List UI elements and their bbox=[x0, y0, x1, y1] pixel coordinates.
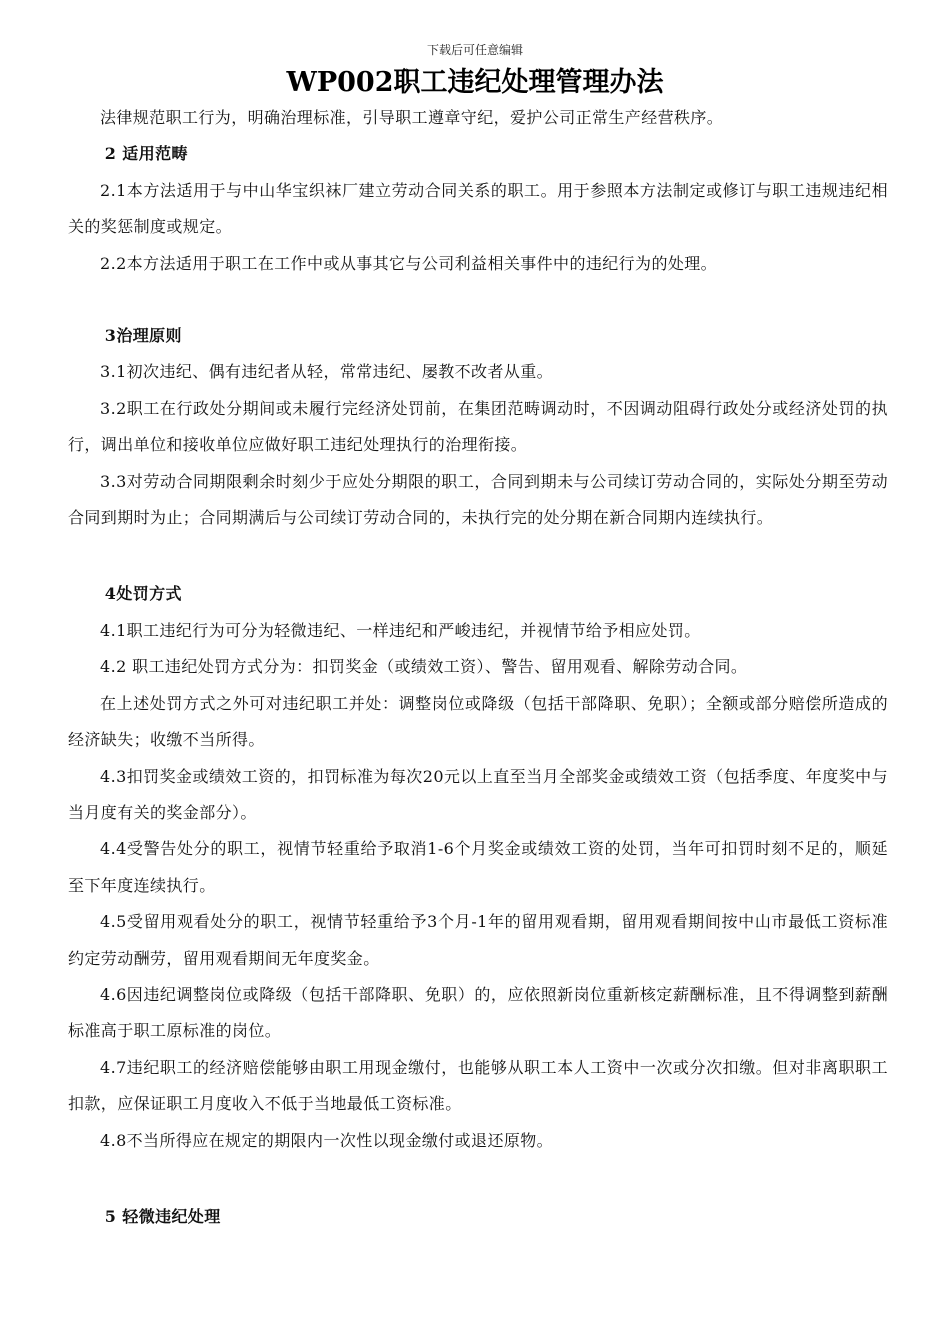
section-4-8: 4.8不当所得应在规定的期限内一次性以现金缴付或退还原物。 bbox=[100, 1130, 554, 1150]
section-2-1: 2.1本方法适用于与中山华宝织袜厂建立劳动合同关系的职工。用于参照本方法制定或修订与职工违规违纪相关的奖惩制度或规定。 bbox=[68, 180, 888, 237]
section-4-2-supplement: 在上述处罚方式之外可对违纪职工并处：调整岗位或降级（包括干部降职、免职）；全额或部分赔偿所造成的经济缺失；收缴不当所得。 bbox=[68, 693, 888, 750]
section-4-7: 4.7违纪职工的经济赔偿能够由职工用现金缴付，也能够从职工本人工资中一次或分次扣缴。但对非离职职工扣款，应保证职工月度收入不低于当地最低工资标准。 bbox=[68, 1057, 888, 1114]
section-4-2: 4.2 职工违纪处罚方式分为：扣罚奖金（或绩效工资）、警告、留用观看、解除劳动合同。 bbox=[100, 657, 748, 677]
spacer bbox=[68, 282, 888, 318]
section-4-heading: 4处罚方式 bbox=[104, 584, 182, 604]
section-4-6: 4.6因违纪调整岗位或降级（包括干部降职、免职）的，应依照新岗位重新核定薪酬标准，且不得调整到薪酬标准高于职工原标准的岗位。 bbox=[68, 984, 888, 1041]
section-5-heading: 5 轻微违纪处理 bbox=[104, 1206, 221, 1226]
section-3-3: 3.3对劳动合同期限剩余时刻少于应处分期限的职工，合同到期未与公司续订劳动合同的，实际处分期至劳动合同到期时为止；合同期满后与公司续订劳动合同的，未执行完的处分期在新合同期内连续执行。 bbox=[68, 471, 888, 528]
section-4-3: 4.3扣罚奖金或绩效工资的，扣罚标准为每次20元以上直至当月全部奖金或绩效工资（包括季度、年度奖中与当月度有关的奖金部分）。 bbox=[68, 766, 888, 822]
intro-paragraph: 法律规范职工行为，明确治理标准，引导职工遵章守纪，爱护公司正常生产经营秩序。 bbox=[100, 108, 724, 127]
section-3-1: 3.1初次违纪、偶有违纪者从轻，常常违纪、屡教不改者从重。 bbox=[100, 362, 554, 382]
section-2-2: 2.2本方法适用于职工在工作中或从事其它与公司利益相关事件中的违纪行为的处理。 bbox=[100, 253, 718, 273]
spacer bbox=[68, 1159, 888, 1199]
download-watermark: 下载后可任意编辑 bbox=[426, 43, 523, 57]
section-2-heading: 2 适用范畴 bbox=[104, 144, 188, 164]
section-4-4: 4.4受警告处分的职工，视情节轻重给予取消1-6个月奖金或绩效工资的处罚，当年可扣罚时刻不足的，顺延至下年度连续执行。 bbox=[68, 839, 888, 895]
spacer bbox=[68, 536, 888, 576]
section-4-5: 4.5受留用观看处分的职工，视情节轻重给予3个月-1年的留用观看期，留用观看期间按中山市最低工资标准约定劳动酬劳，留用观看期间无年度奖金。 bbox=[68, 912, 888, 968]
section-3-heading: 3治理原则 bbox=[104, 326, 182, 346]
section-3-2: 3.2职工在行政处分期间或未履行完经济处罚前，在集团范畴调动时，不因调动阻碍行政处分或经济处罚的执行，调出单位和接收单位应做好职工违纪处理执行的治理衔接。 bbox=[68, 398, 888, 455]
section-4-1: 4.1职工违纪行为可分为轻微违纪、一样违纪和严峻违纪，并视情节给予相应处罚。 bbox=[100, 620, 701, 640]
document-title: WP002职工违纪处理管理办法 bbox=[286, 67, 664, 98]
document-body bbox=[68, 100, 888, 1235]
